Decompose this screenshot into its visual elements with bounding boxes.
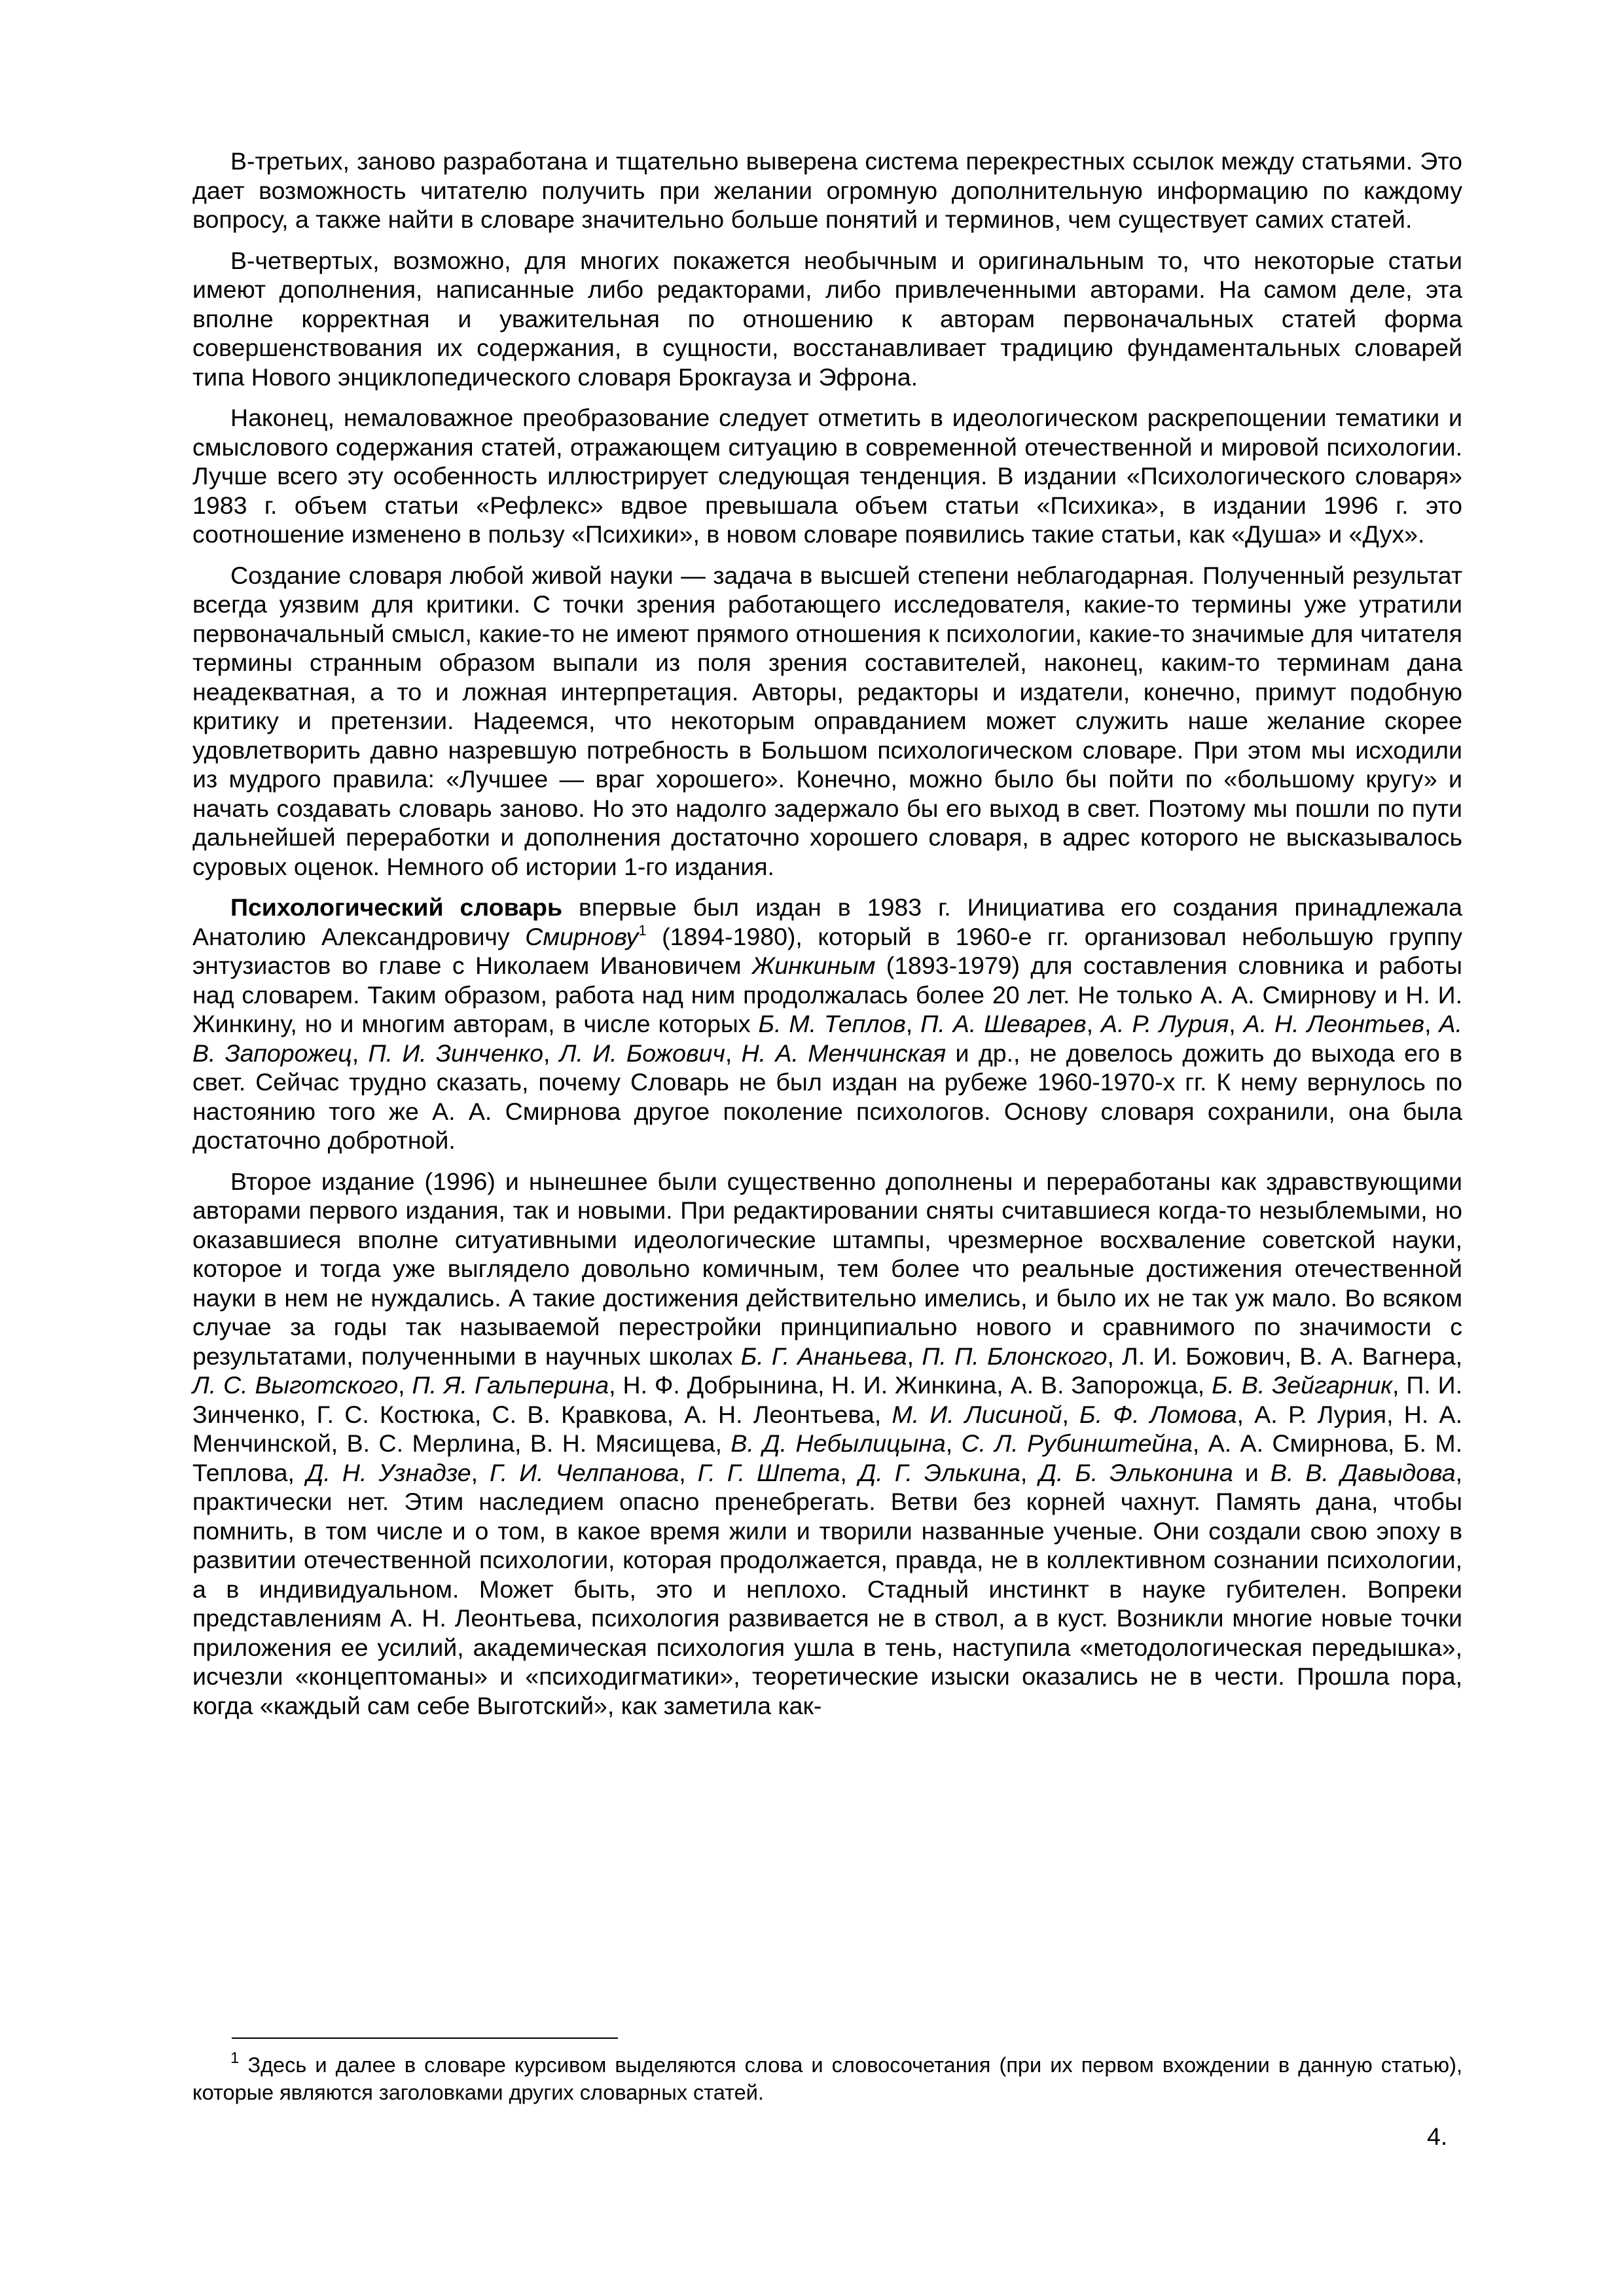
body-text xyxy=(192,147,1462,1732)
cross-reference-link[interactable]: Г. Г. Шпета xyxy=(697,1458,840,1486)
cross-reference-link[interactable]: В. Д. Небылицына xyxy=(731,1429,946,1457)
footnote-reference[interactable]: 1 xyxy=(638,922,647,939)
cross-reference-link[interactable]: А. В. Запорожец xyxy=(192,1010,1462,1067)
text-run: (1894-1980), который в 1960-е гг. организовал небольшую группу энтузиастов во главе с Николаем Ивановичем xyxy=(192,922,1462,979)
cross-reference-link[interactable]: Д. Н. Узнадзе xyxy=(306,1458,471,1486)
cross-reference-link[interactable]: А. Р. Лурия xyxy=(1101,1010,1229,1037)
text-run: , Л. И. Божович, В. А. Вагнера, xyxy=(1107,1342,1463,1370)
paragraph-1-text: В-третьих, заново разработана и тщательно выверена система перекрестных ссылок между статьями. Это дает возможность читателю получить при желании огромную дополнительную информацию по каждому вопросу, а также найти в словаре значительно больше понятий и терминов, чем существует самих статей. xyxy=(192,147,1462,233)
cross-reference-link[interactable]: Л. С. Выготского xyxy=(192,1371,399,1399)
dictionary-title-bold: Психологический словарь xyxy=(230,893,562,921)
cross-reference-link[interactable]: Б. В. Зейгарник xyxy=(1212,1371,1392,1399)
cross-reference-link[interactable]: Смирнову xyxy=(525,922,639,950)
text-run: , xyxy=(679,1458,698,1486)
cross-reference-link[interactable]: Жинкиным xyxy=(751,952,876,979)
cross-reference-link[interactable]: Б. М. Теплов xyxy=(758,1010,906,1037)
text-run: , xyxy=(1062,1400,1080,1428)
text-run: , xyxy=(905,1010,921,1037)
cross-reference-link[interactable]: П. П. Блонского xyxy=(922,1342,1108,1370)
text-run: , xyxy=(471,1458,490,1486)
cross-reference-link[interactable]: П. Я. Гальперина xyxy=(412,1371,609,1399)
text-run: Второе издание (1996) и нынешнее были существенно дополнены и переработаны как здравствующими авторами первого издания, так и новыми. При редактировании сняты считавшиеся когда-то незыблемыми, но оказавшиеся вполне ситуативными идеологические штампы, чрезмерное восхваление советской науки, которое и тогда уже выглядело довольно комичным, тем более что реальные достижения отечественной науки в нем не нуждались. А такие достижения действительно имелись, и было их не так уж мало. Во всяком случае за годы так называемой перестройки принципиально нового и сравнимого по значимости с результатами, полученными в научных школах xyxy=(192,1167,1462,1370)
text-run: и др., не довелось дожить до выхода его в свет. Сейчас трудно сказать, почему Словарь не был издан на рубеже 1960-1970-х гг. К нему вернулось по настоянию того же А. А. Смирнова другое поколение психологов. Основу словаря сохранили, она была достаточно добротной. xyxy=(192,1039,1463,1154)
footnote xyxy=(192,2051,1462,2106)
text-run: , xyxy=(1229,1010,1244,1037)
paragraph-1 xyxy=(192,147,1462,234)
text-run: , xyxy=(352,1039,369,1067)
paragraph-5 xyxy=(192,893,1462,1155)
footnote-marker: 1 xyxy=(230,2049,240,2067)
cross-reference-link[interactable]: Л. И. Божович xyxy=(559,1039,725,1067)
paragraph-6 xyxy=(192,1167,1462,1721)
text-run: , xyxy=(398,1371,412,1399)
text-run: , практически нет. Этим наследием опасно пренебрегать. Ветви без корней чахнут. Память дана, чтобы помнить, в том числе и о том, в какое время жили и творили названные ученые. Они создали свою эпоху в развитии отечественной психологии, которая продолжается, правда, не в коллективном сознании психологии, а в индивидуальном. Может быть, это и неплохо. Стадный инстинкт в науке губителен. Вопреки представлениям А. Н. Леонтьева, психология развивается не в ствол, а в куст. Возникли многие новые точки приложения ее усилий, академическая психология ушла в тень, наступила «методологическая передышка», исчезли «концептоманы» и «психодигматики», теоретические изыски оказались не в чести. Прошла пора, когда «каждый сам себе Выготский», как заметила как- xyxy=(192,1458,1463,1719)
cross-reference-link[interactable]: С. Л. Рубинштейна xyxy=(961,1429,1193,1457)
cross-reference-link[interactable]: Д. Г. Элькина xyxy=(858,1458,1020,1486)
text-run: , Н. Ф. Добрынина, Н. И. Жинкина, А. В. Запорожца, xyxy=(609,1371,1212,1399)
cross-reference-link[interactable]: Б. Г. Ананьева xyxy=(740,1342,907,1370)
paragraph-2 xyxy=(192,246,1462,392)
text-run: , xyxy=(725,1039,742,1067)
paragraph-4-text: Создание словаря любой живой науки — задача в высшей степени неблагодарная. Полученный результат всегда уязвим для критики. С точки зрения работающего исследователя, какие-то термины уже утратили первоначальный смысл, какие-то не имеют прямого отношения к психологии, какие-то значимые для читателя термины странным образом выпали из поля зрения составителей, наконец, каким-то терминам дана неадекватная, а то и ложная интерпретация. Авторы, редакторы и издатели, конечно, примут подобную критику и претензии. Надеемся, что некоторым оправданием может служить наше желание скорее удовлетворить давно назревшую потребность в Большом психологическом словаре. При этом мы исходили из мудрого правила: «Лучшее — враг хорошего». Конечно, можно было бы пойти по «большому кругу» и начать создавать словарь заново. Но это надолго задержало бы его выход в свет. Поэтому мы пошли по пути дальнейшей переработки и дополнения достаточно хорошего словаря, в адрес которого не высказывалось суровых оценок. Немного об истории 1-го издания. xyxy=(192,561,1462,880)
cross-reference-link[interactable]: В. В. Давыдова xyxy=(1270,1458,1456,1486)
cross-reference-link[interactable]: П. И. Зинченко xyxy=(368,1039,544,1067)
text-run: , xyxy=(1086,1010,1101,1037)
paragraph-3 xyxy=(192,403,1462,549)
cross-reference-link[interactable]: Н. А. Менчинская xyxy=(741,1039,947,1067)
cross-reference-link[interactable]: Г. И. Челпанова xyxy=(490,1458,679,1486)
cross-reference-link[interactable]: П. А. Шеварев xyxy=(920,1010,1087,1037)
text-run: , А. А. Смирнова, Б. М. Теплова, xyxy=(192,1429,1463,1486)
cross-reference-link[interactable]: А. Н. Леонтьев xyxy=(1243,1010,1425,1037)
paragraph-4 xyxy=(192,561,1462,882)
text-run: , xyxy=(1424,1010,1439,1037)
text-run: , xyxy=(1020,1458,1039,1486)
text-run: впервые был издан в 1983 г. Инициатива его создания принадлежала Анатолию Александровичу xyxy=(192,893,1462,950)
text-run: и xyxy=(1233,1458,1271,1486)
text-run: , xyxy=(543,1039,560,1067)
text-run: , xyxy=(840,1458,859,1486)
page-number: 4. xyxy=(1427,2123,1448,2150)
text-run: , xyxy=(907,1342,922,1370)
text-run: , А. Р. Лурия, Н. А. Менчинской, В. С. Мерлина, В. Н. Мясищева, xyxy=(192,1400,1462,1457)
text-run: (1893-1979) для составления словника и работы над словарем. Таким образом, работа над ним продолжалась более 20 лет. Не только А. А. Смирнову и Н. И. Жинкину, но и многим авторам, в числе которых xyxy=(192,952,1462,1037)
paragraph-3-text: Наконец, немаловажное преобразование следует отметить в идеологическом раскрепощении тематики и смыслового содержания статей, отражающем ситуацию в современной отечественной и мировой психологии. Лучше всего эту особенность иллюстрирует следующая тенденция. В издании «Психологического словаря» 1983 г. объем статьи «Рефлекс» вдвое превышала объем статьи «Психика», в издании 1996 г. это соотношение изменено в пользу «Психики», в новом словаре появились такие статьи, как «Душа» и «Дух». xyxy=(192,404,1462,548)
footnote-text: Здесь и далее в словаре курсивом выделяются слова и словосочетания (при их первом вхождении в данную статью), которые являются заголовками других словарных статей. xyxy=(192,2053,1462,2104)
paragraph-2-text: В-четвертых, возможно, для многих покажется необычным и оригинальным то, что некоторые статьи имеют дополнения, написанные либо редакторами, либо привлеченными авторами. На самом деле, эта вполне корректная и уважительная по отношению к авторам первоначальных статей форма совершенствования их содержания, в сущности, восстанавливает традицию фундаментальных словарей типа Нового энциклопедического словаря Брокгауза и Эфрона. xyxy=(192,246,1462,391)
cross-reference-link[interactable]: М. И. Лисиной xyxy=(892,1400,1062,1428)
footnote-divider xyxy=(232,2037,618,2039)
cross-reference-link[interactable]: Б. Ф. Ломова xyxy=(1079,1400,1237,1428)
text-run: , П. И. Зинченко, Г. С. Костюка, С. В. Кравкова, А. Н. Леонтьева, xyxy=(192,1371,1463,1428)
cross-reference-link[interactable]: Д. Б. Эльконина xyxy=(1039,1458,1233,1486)
text-run: , xyxy=(945,1429,962,1457)
